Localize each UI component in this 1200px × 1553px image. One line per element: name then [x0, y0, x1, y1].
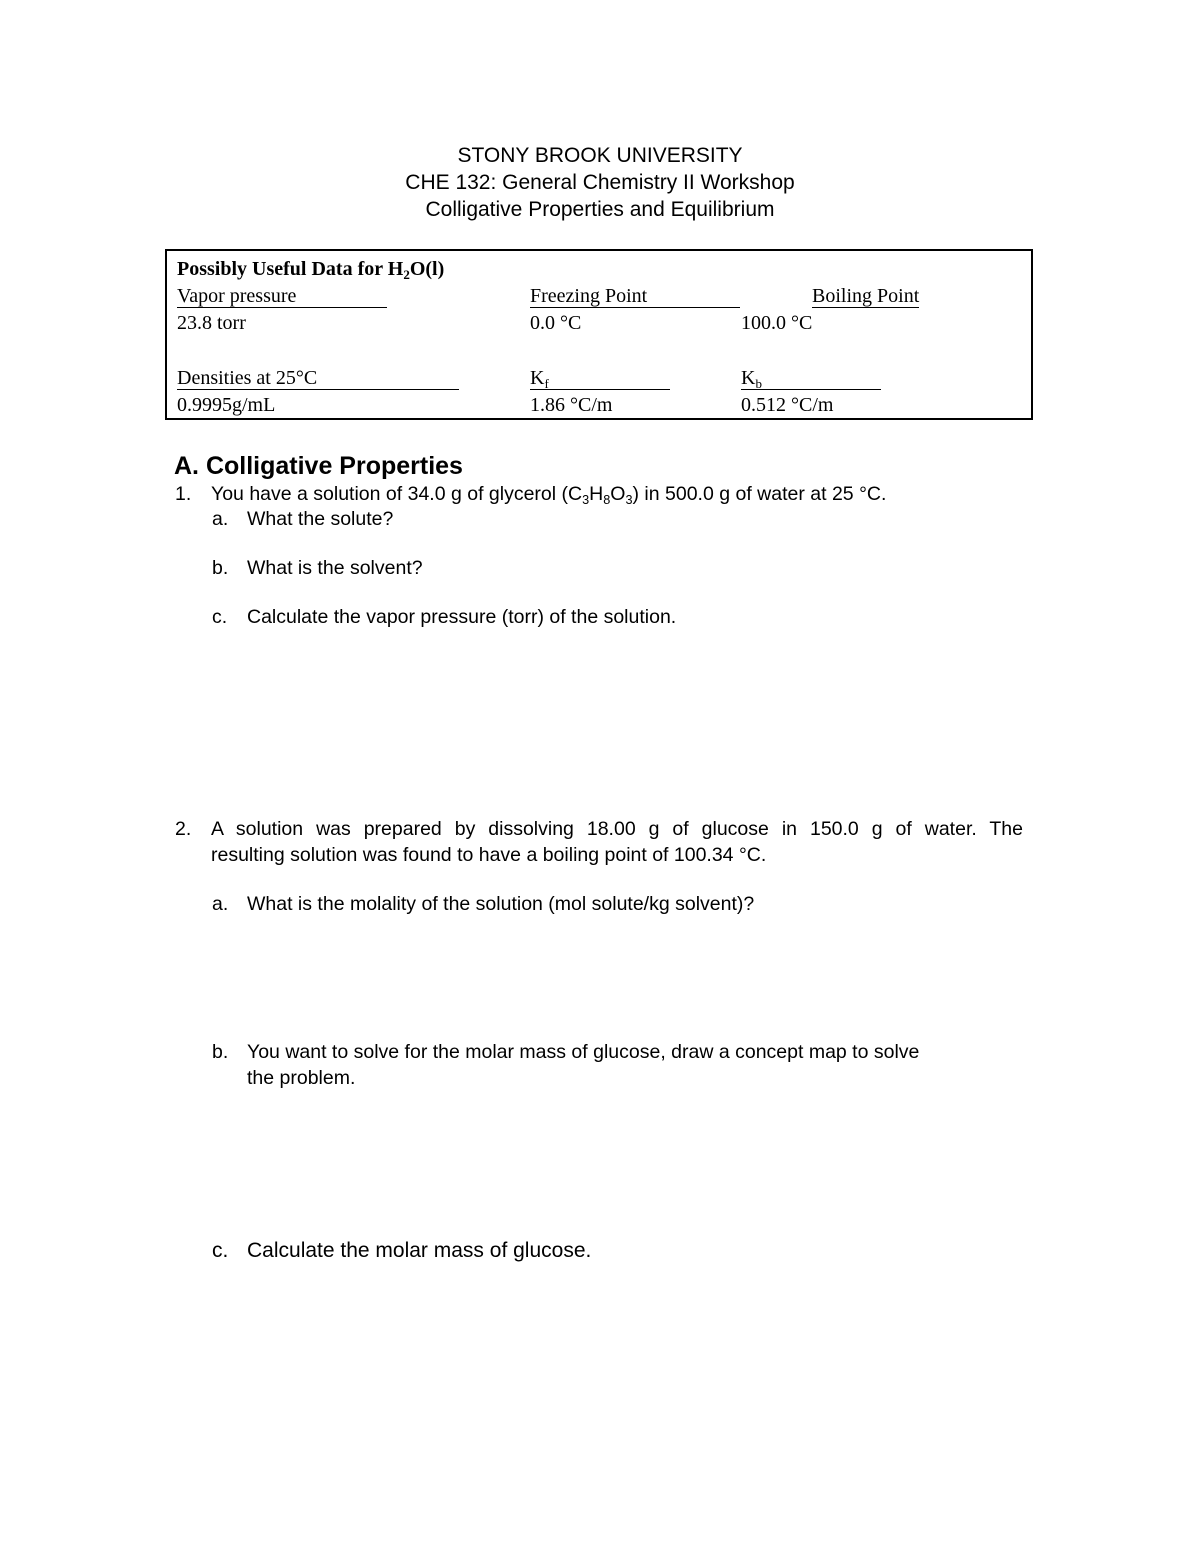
kf-value: 1.86 °C/m [530, 394, 613, 416]
q2-number: 2. [175, 818, 192, 840]
q1a-text: What the solute? [247, 508, 394, 530]
q1c-text: Calculate the vapor pressure (torr) of the solution. [247, 606, 677, 628]
kf-label: $K_f$ [530, 365, 670, 391]
q2c-letter: c. [212, 1239, 229, 1262]
q2b-letter: b. [212, 1041, 229, 1063]
q2c-text: Calculate the molar mass of glucose. [247, 1239, 592, 1262]
worksheet-topic: Colligative Properties and Equilibrium [425, 198, 775, 221]
q1b-text: What is the solvent? [247, 557, 423, 579]
kb-value: 0.512 °C/m [741, 394, 834, 416]
q2a-text: What is the molality of the solution (mol solute/kg solvent)? [247, 893, 755, 915]
q1-text: You have a solution of 34.0 g of glycerol $(C_3H_8O_3)$ in 500.0 g of water at 25 °C. [211, 483, 887, 507]
q1a-letter: a. [212, 508, 229, 530]
q2b-text-line1: You want to solve for the molar mass of glucose, draw a concept map to solve [247, 1041, 920, 1063]
q1-number: 1. [175, 483, 192, 505]
university-name: STONY BROOK UNIVERSITY [457, 144, 743, 167]
boiling-point-value: 100.0 °C [741, 312, 813, 334]
q2a-letter: a. [212, 893, 229, 915]
boiling-point-label: Boiling Point [812, 285, 920, 307]
q2-text-line1: A solution was prepared by dissolving 18.00 g of glucose in 150.0 g of water. The [211, 818, 1023, 840]
q2-text-line2: resulting solution was found to have a boiling point of 100.34 °C. [211, 844, 767, 866]
vapor-pressure-value: 23.8 torr [177, 312, 246, 334]
course-title: CHE 132: General Chemistry II Workshop [405, 171, 795, 194]
densities-label: Densities at 25°C [177, 365, 459, 391]
kb-label: $K_b$ [741, 365, 881, 391]
freezing-point-value: 0.0 °C [530, 312, 582, 334]
q1c-letter: c. [212, 606, 228, 628]
q1b-letter: b. [212, 557, 229, 579]
data-box-title: Possibly Useful Data for $H_2O(l)$ [177, 258, 445, 282]
densities-value: 0.9995g/mL [177, 394, 276, 416]
freezing-point-label: Freezing Point [530, 283, 740, 309]
q2b-text-line2: the problem. [247, 1067, 356, 1089]
vapor-pressure-label: Vapor pressure [177, 283, 387, 309]
section-heading: A. Colligative Properties [174, 452, 463, 480]
